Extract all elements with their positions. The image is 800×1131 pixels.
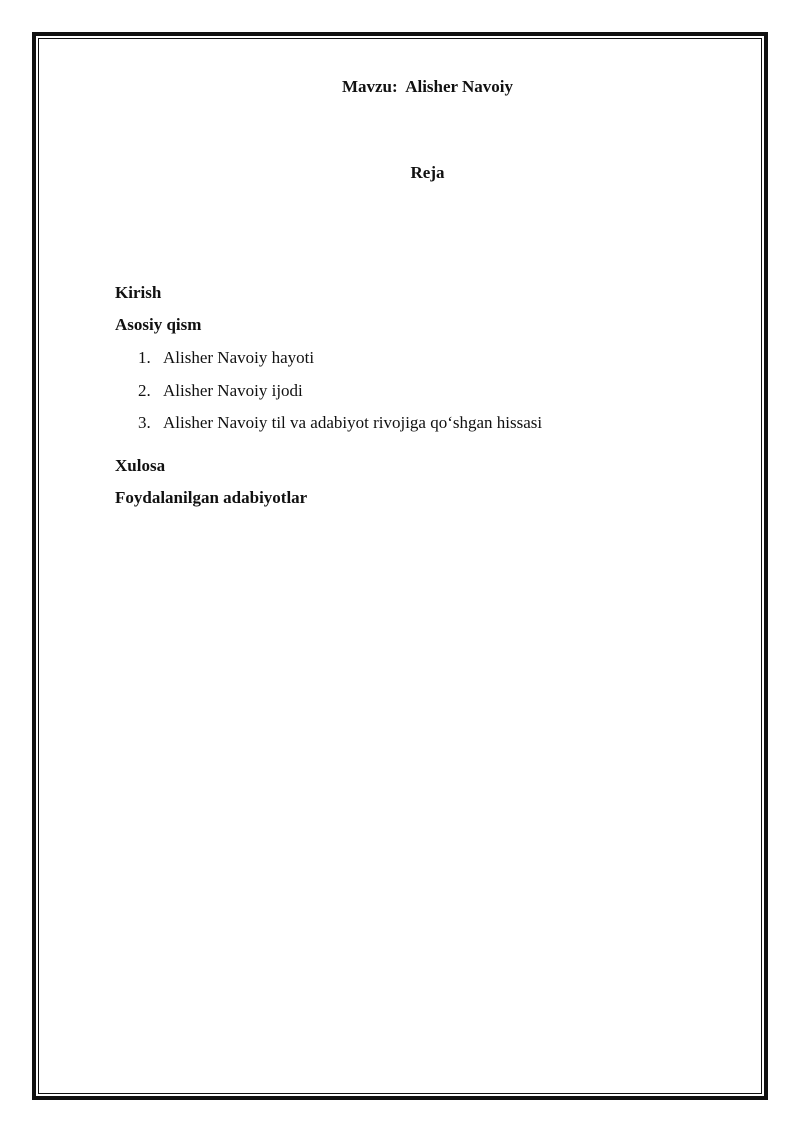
topic-title: Mavzu: Alisher Navoiy: [341, 77, 514, 96]
main-items-list: [138, 347, 542, 445]
list-item-text: Alisher Navoiy hayoti: [163, 348, 315, 367]
list-item-text: Alisher Navoiy ijodi: [163, 380, 303, 400]
section-intro-heading: Kirish: [115, 283, 162, 302]
plan-title: Reja: [410, 163, 445, 182]
list-item: [138, 380, 542, 413]
page-border-inner: [38, 38, 762, 1094]
list-item-number: 2.: [138, 380, 151, 400]
list-item-text: Alisher Navoiy til va adabiyot rivojiga qo‘shgan hissasi: [163, 413, 543, 432]
section-conclusion-heading: Xulosa: [115, 456, 166, 475]
section-references-heading: Foydalanilgan adabiyotlar: [115, 488, 308, 507]
list-item: [138, 347, 542, 380]
list-item-number: 1.: [138, 348, 151, 367]
list-item: [138, 412, 542, 445]
section-main-heading: Asosiy qism: [115, 315, 202, 334]
list-item-number: 3.: [138, 413, 151, 432]
